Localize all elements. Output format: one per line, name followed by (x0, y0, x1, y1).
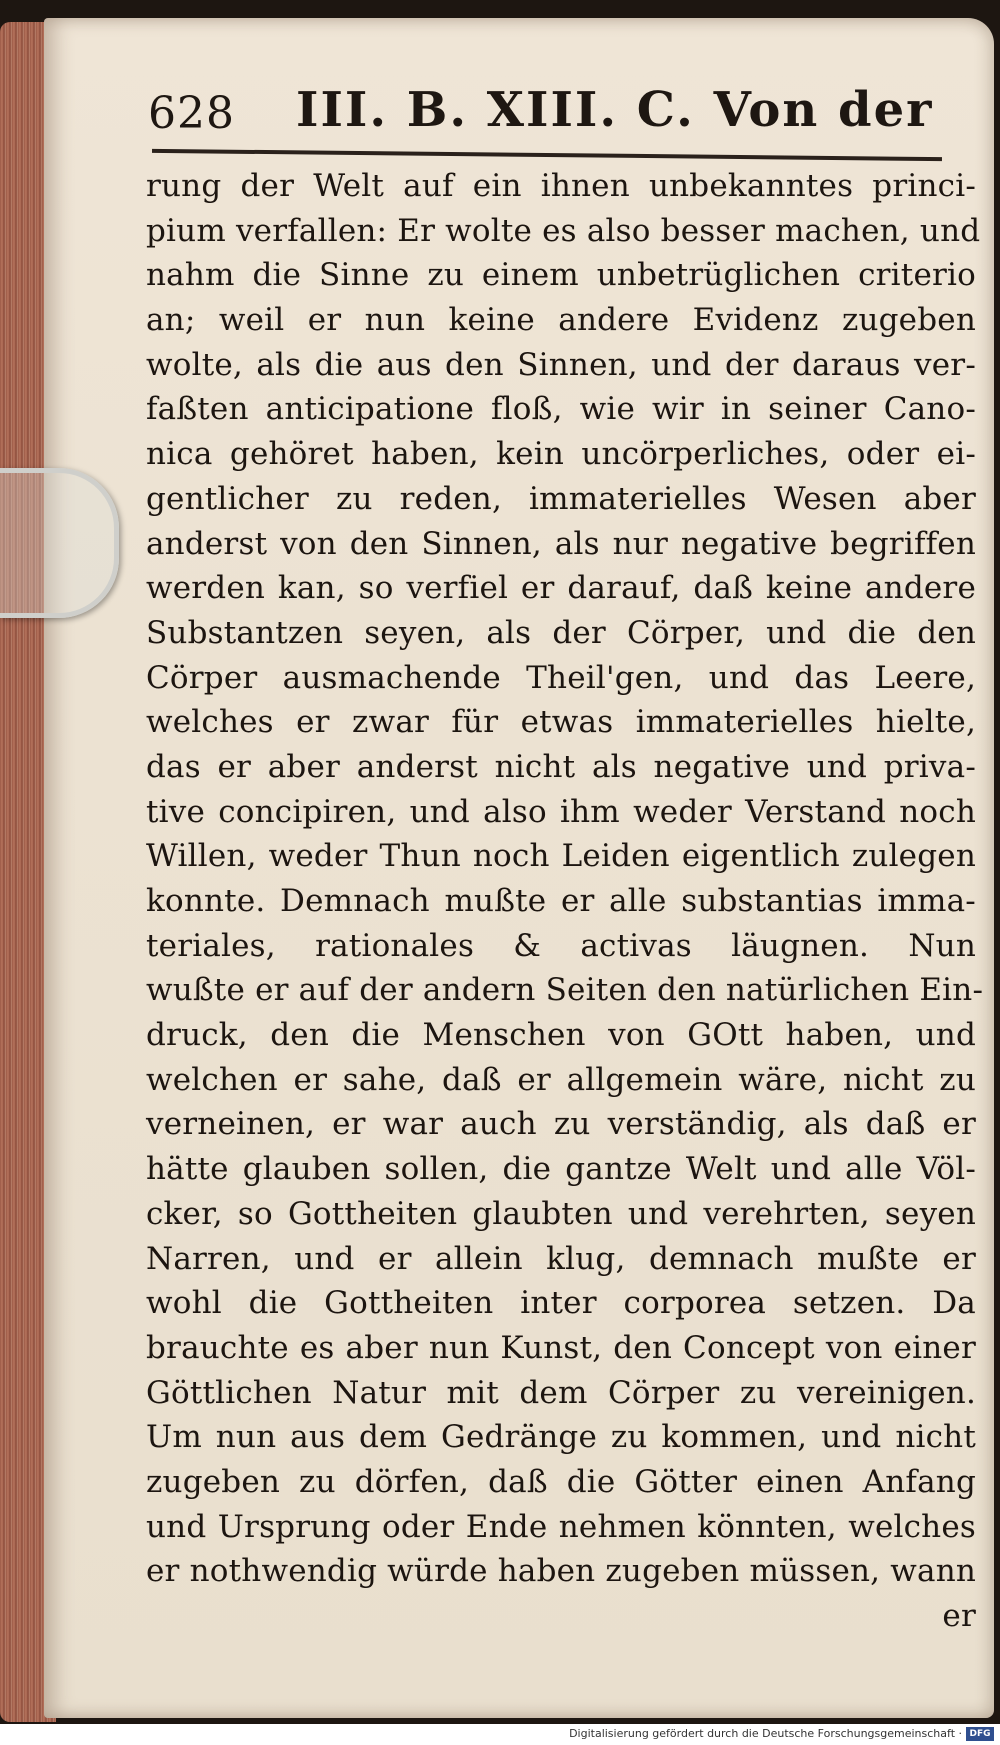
page-number: 628 (148, 88, 235, 139)
text-line: Willen, weder Thun noch Leiden eigentlich zulegen (146, 838, 976, 875)
text-line: anderst von den Sinnen, als nur negative begriffen (146, 525, 976, 562)
catchword: er (942, 1598, 976, 1634)
text-line: Cörper ausmachende Theil'gen, und das Leere, (146, 659, 976, 696)
text-line: nahm die Sinne zu einem unbetrüglichen criterio (146, 257, 976, 294)
text-line: wohl die Gottheiten inter corporea setzen. Da (146, 1285, 976, 1322)
page-clip (0, 468, 119, 618)
text-line: an; weil er nun keine andere Evidenz zugeben (146, 302, 976, 339)
funding-notice: Digitalisierung gefördert durch die Deutsche Forschungsgemeinschaft · (569, 1727, 962, 1740)
text-line: hätte glauben sollen, die gantze Welt und alle Völ- (146, 1151, 976, 1188)
text-line: wußte er auf der andern Seiten den natürlichen Ein- (146, 972, 984, 1009)
text-line: cker, so Gottheiten glaubten und verehrten, seyen (146, 1195, 976, 1232)
digitization-footer (0, 1724, 1000, 1745)
running-head: III. B. XIII. C. Von der (296, 82, 934, 138)
text-line: brauchte es aber nun Kunst, den Concept von einer (146, 1329, 976, 1366)
text-line: konnte. Demnach mußte er alle substantias imma- (146, 883, 976, 919)
text-line: und Ursprung oder Ende nehmen könnten, welches (146, 1508, 976, 1545)
text-line: nica gehöret haben, kein uncörperliches, oder ei- (146, 436, 976, 473)
text-line: rung der Welt auf ein ihnen unbekanntes princi- (146, 168, 976, 204)
text-line: welches er zwar für etwas immaterielles hielte, (146, 704, 976, 741)
text-line: Substantzen seyen, als der Cörper, und die den (146, 614, 976, 651)
text-line: zugeben zu dörfen, daß die Götter einen Anfang (146, 1463, 976, 1500)
text-line: druck, den die Menschen von GOtt haben, und (146, 1017, 976, 1054)
text-line: Um nun aus dem Gedränge zu kommen, und nicht (146, 1419, 976, 1456)
text-line: werden kan, so verfiel er darauf, daß keine andere (146, 570, 976, 607)
body-text (146, 164, 984, 1639)
dfg-logo: DFG (966, 1727, 994, 1741)
text-line: welchen er sahe, daß er allgemein wäre, nicht zu (146, 1061, 976, 1098)
text-line: wolte, als die aus den Sinnen, und der daraus ver- (146, 346, 976, 383)
text-line: pium verfallen: Er wolte es also besser machen, und (146, 212, 981, 249)
text-line: Göttlichen Natur mit dem Cörper zu vereinigen. (146, 1374, 976, 1411)
text-line: das er aber anderst nicht als negative und priva- (146, 748, 976, 785)
text-line: tive concipiren, und also ihm weder Verstand noch (146, 793, 976, 830)
text-line: verneinen, er war auch zu verständig, als daß er (146, 1106, 976, 1143)
text-line: faßten anticipatione floß, wie wir in seiner Cano- (146, 391, 976, 428)
text-line: Narren, und er allein klug, demnach mußte er (146, 1240, 976, 1277)
page-header (148, 82, 948, 152)
text-line: gentlicher zu reden, immaterielles Wesen aber (146, 480, 976, 517)
text-line: teriales, rationales & activas läugnen. Nun (146, 927, 976, 964)
text-line: er nothwendig würde haben zugeben müssen, wann (146, 1553, 977, 1590)
